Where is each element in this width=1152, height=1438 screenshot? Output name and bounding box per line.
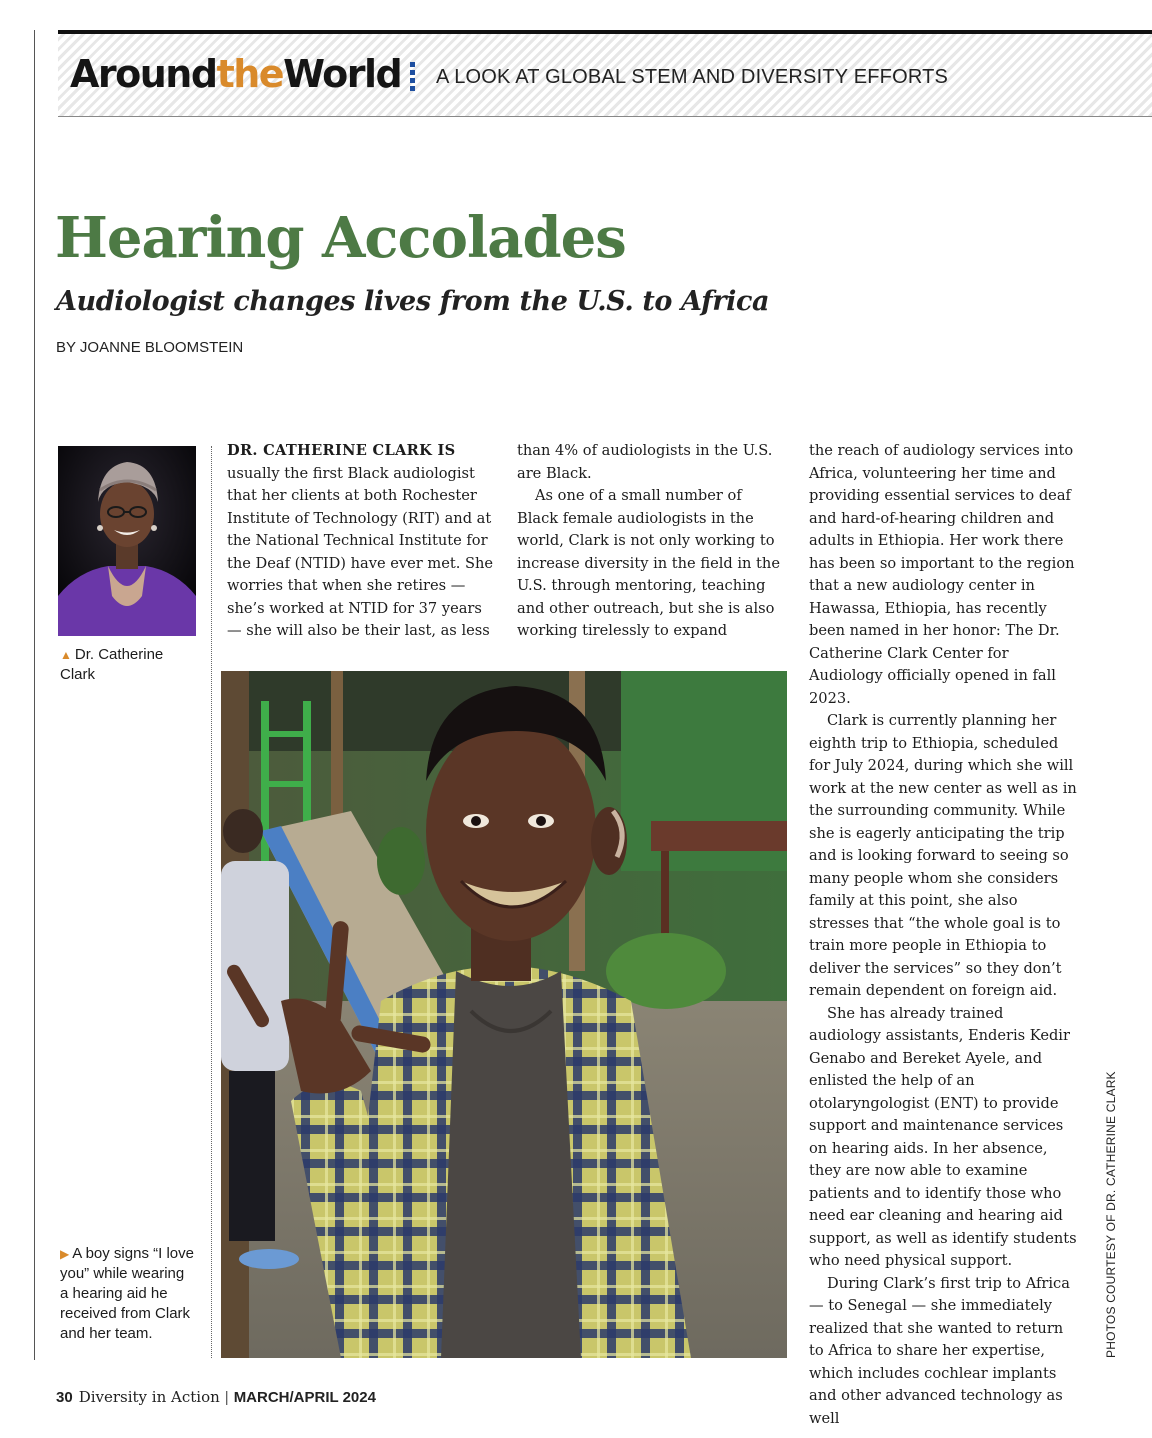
triangle-up-icon: ▲ [60, 648, 72, 662]
clark-caption-text: Dr. Catherine Clark [60, 646, 164, 683]
article-column-2 [517, 440, 781, 643]
article-column-1 [227, 440, 499, 643]
boy-photo-caption [60, 1244, 195, 1344]
column-dotted-divider [211, 446, 212, 1358]
section-kicker [70, 52, 401, 96]
clark-portrait-photo [58, 446, 196, 636]
col2-paragraph-2: As one of a small number of Black female audiologists in the world, Clark is not only working to increase diversity in the field in the U.S. through mentoring, teaching and other outreach, but she is also working tirelessly to expand [517, 487, 780, 639]
col1-p1-text: usually the first Black audiologist that her clients at both Rochester Institute of Technology (RIT) and at the National Technical Institute for the Deaf (NTID) have ever met. She worries that when she retires — she’s worked at NTID for 37 years — she will also be their last, as less [227, 464, 494, 639]
article-headline: Hearing Accolades [55, 205, 626, 271]
col3-paragraph-1: the reach of audiology services into Africa, volunteering her time and providing essential services to deaf and hard-of-hearing children and adults in Ethiopia. Her work there has been so important to the region that a new audiology center in Hawassa, Ethiopia, has recently been named in her honor: The Dr. Catherine Clark Center for Audiology officially opened in fall 2023. [809, 442, 1075, 707]
kicker-around: Around [70, 52, 217, 96]
clark-photo-caption [60, 645, 200, 685]
col2-paragraph-1: than 4% of audiologists in the U.S. are Black. [517, 442, 773, 482]
col1-lead-in: DR. CATHERINE CLARK IS [227, 442, 456, 459]
publication-name: Diversity in Action [78, 1388, 220, 1406]
section-subtitle: A LOOK AT GLOBAL STEM AND DIVERSITY EFFORTS [436, 66, 949, 88]
boy-caption-text: A boy signs “I love you” while wearing a hearing aid he received from Clark and her team. [60, 1245, 194, 1342]
col1-paragraph-1 [227, 440, 499, 643]
footer-separator: | [224, 1389, 229, 1406]
col3-paragraph-4: During Clark’s first trip to Africa — to Senegal — she immediately realized that she wanted to return to Africa to share her expertise, which includes cochlear implants and other advanced technology as well [809, 1274, 1070, 1427]
page-number: 30 [56, 1389, 73, 1406]
photo-credit: PHOTOS COURTESY OF DR. CATHERINE CLARK [1104, 1071, 1118, 1358]
dotted-divider-icon [410, 62, 415, 92]
kicker-the: the [216, 52, 284, 96]
article-column-3 [809, 440, 1079, 1430]
kicker-world: World [283, 52, 402, 96]
page-footer [56, 1387, 376, 1408]
col3-paragraph-3: She has already trained audiology assistants, Enderis Kedir Genabo and Bereket Ayele, and enlisted the help of an otolaryngologist (ENT) to provide support and maintenance services on hearing aids. In her absence, they are now able to examine patients and to identify those who need ear cleaning and hearing aid support, as well as identify students who need physical support. [809, 1004, 1077, 1269]
triangle-right-icon: ▶ [60, 1247, 70, 1261]
boy-signing-photo [221, 671, 787, 1358]
col3-paragraph-2: Clark is currently planning her eighth trip to Ethiopia, scheduled for July 2024, during which she will work at the new center as well as in the surrounding community. While she is eagerly anticipating the trip and is looking forward to seeing so many people whom she considers family at this point, she also stresses that “the whole goal is to train more people in Ethiopia to deliver the services” so they don’t remain dependent on foreign aid. [809, 712, 1077, 999]
section-banner [58, 34, 1152, 117]
issue-date: MARCH/APRIL 2024 [233, 1389, 376, 1406]
page-left-rule [34, 30, 35, 1360]
article-deck: Audiologist changes lives from the U.S. to Africa [56, 286, 770, 317]
article-byline: BY JOANNE BLOOMSTEIN [56, 339, 244, 356]
